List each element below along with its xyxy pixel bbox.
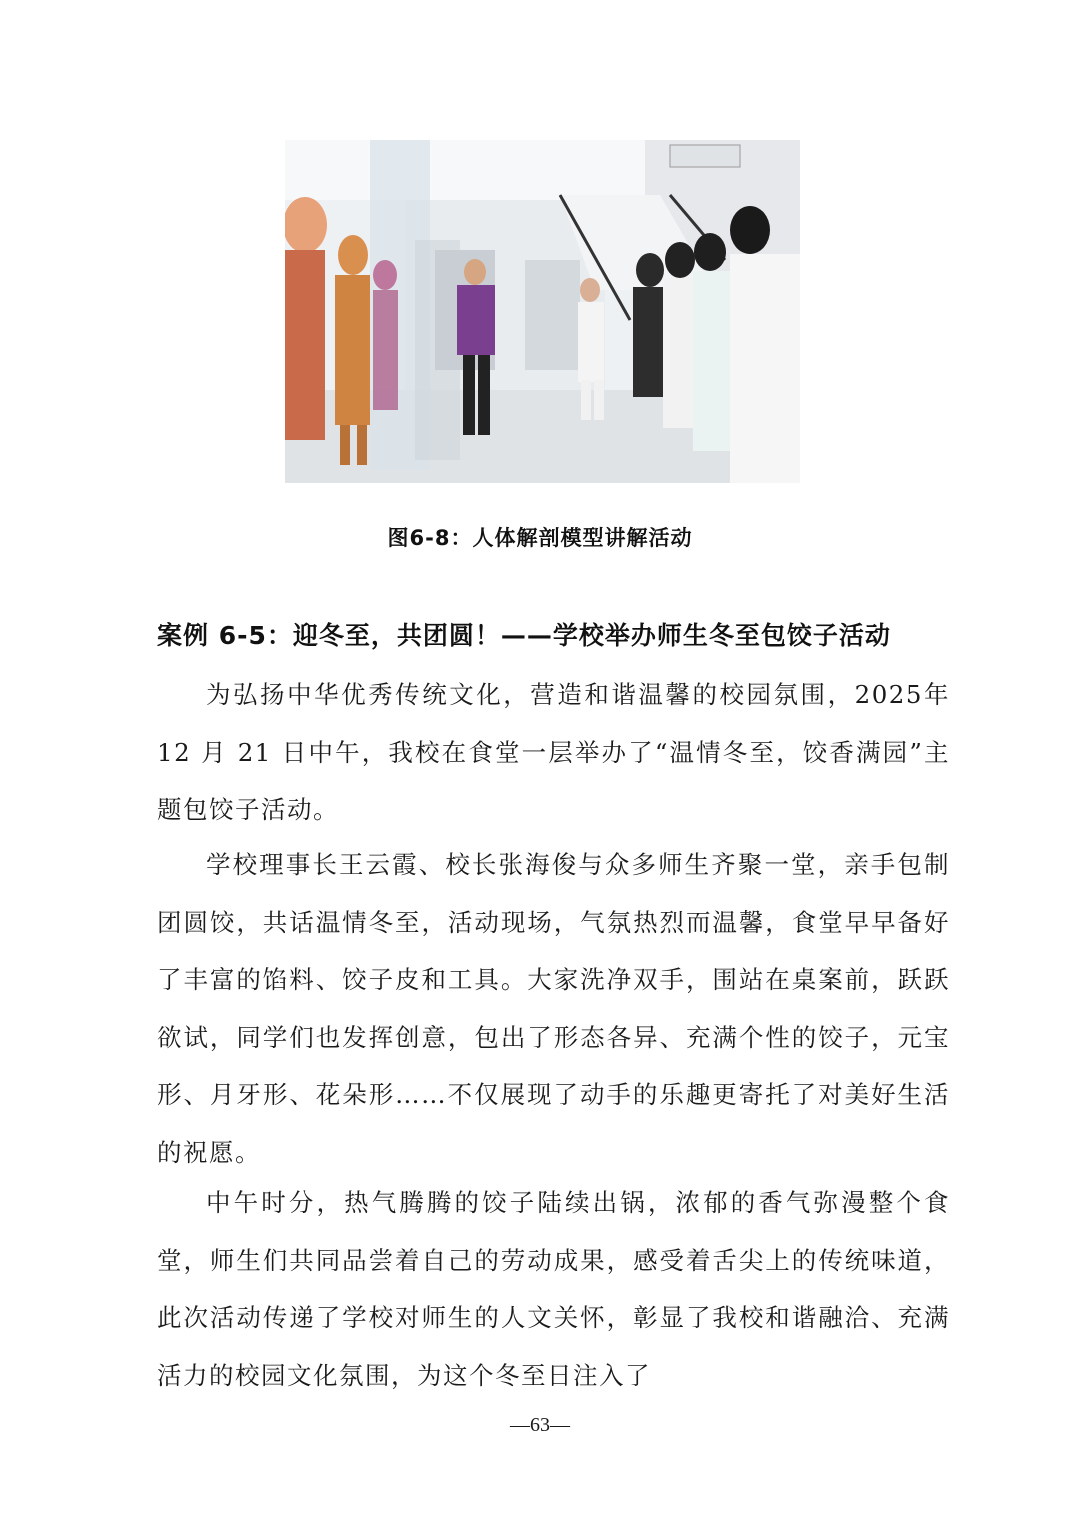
paragraph-3: 中午时分，热气腾腾的饺子陆续出锅，浓郁的香气弥漫整个食堂，师生们共同品尝着自己的劳动成果，感受着舌尖上的传统味道，此次活动传递了学校对师生的人文关怀，彰显了我校和谐融洽、充满活力的校园文化氛围，为这个冬至日注入了 bbox=[157, 1188, 950, 1390]
figure-caption: 图6-8：人体解剖模型讲解活动 bbox=[387, 526, 693, 550]
paragraph-1: 为弘扬中华优秀传统文化，营造和谐温馨的校园氛围，2025年 12 月 21 日中午，我校在食堂一层举办了“温情冬至，饺香满园”主题包饺子活动。 bbox=[157, 680, 950, 824]
activity-photo bbox=[285, 140, 800, 483]
anatomy-model-explanation-photo bbox=[285, 140, 800, 483]
page-number: —63— bbox=[510, 1414, 570, 1436]
paragraph-2: 学校理事长王云霞、校长张海俊与众多师生齐聚一堂，亲手包制团圆饺，共话温情冬至，活动现场，气氛热烈而温馨，食堂早早备好了丰富的馅料、饺子皮和工具。大家洗净双手，围站在桌案前，跃跃欲试，同学们也发挥创意，包出了形态各异、充满个性的饺子，元宝形、月牙形、花朵形……不仅展现了动手的乐趣更寄托了对美好生活的祝愿。 bbox=[157, 850, 950, 1167]
case-title: 案例 6-5：迎冬至，共团圆！——学校举办师生冬至包饺子活动 bbox=[157, 621, 891, 650]
